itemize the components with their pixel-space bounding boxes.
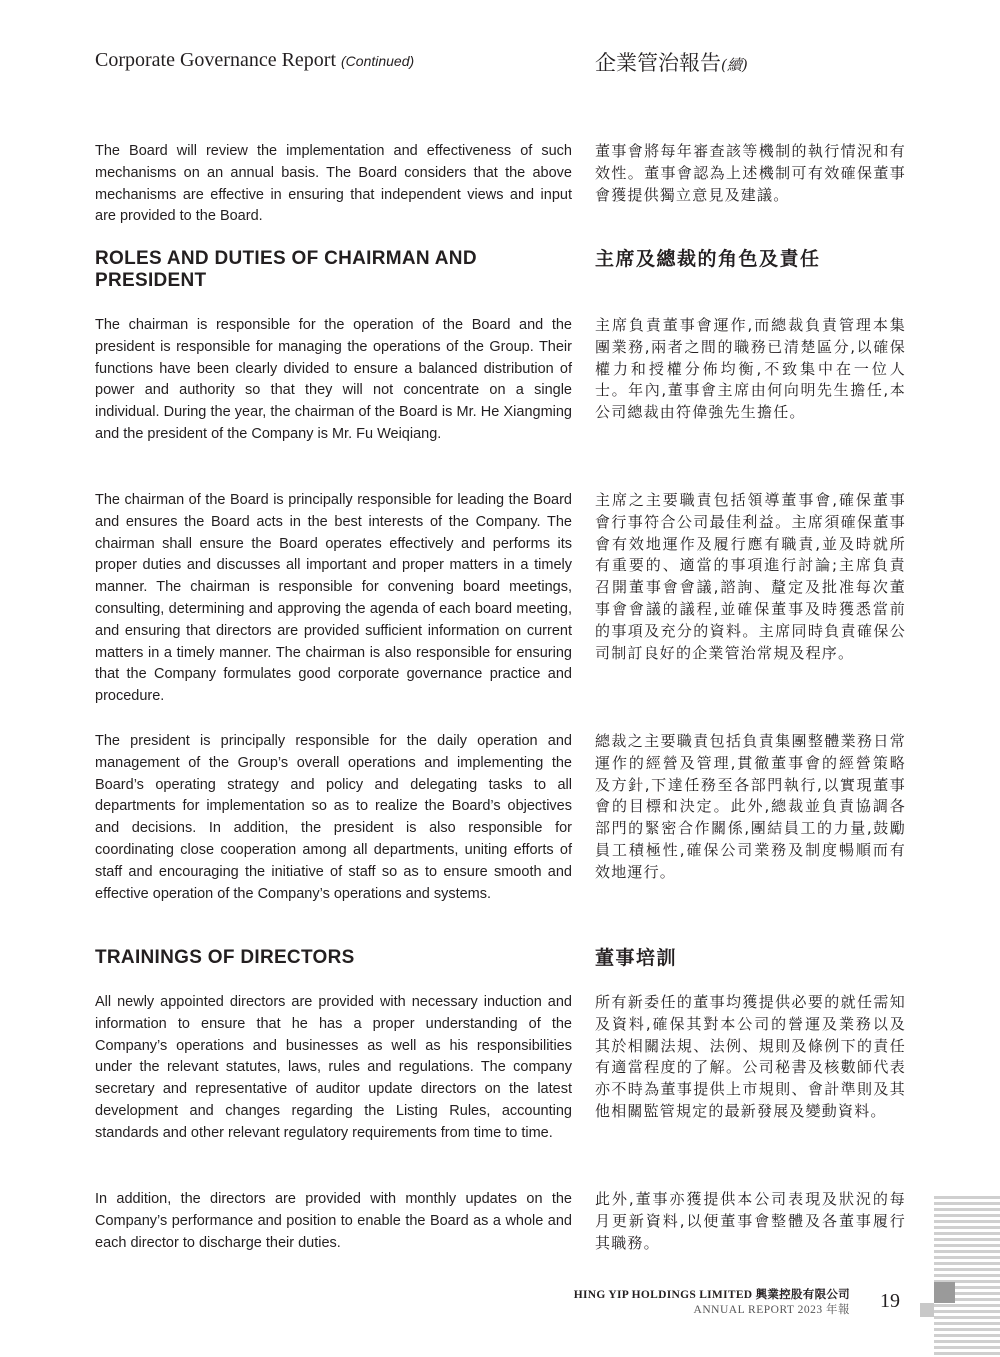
trainings-paragraph-2-zh: 此外,董事亦獲提供本公司表現及狀況的每月更新資料,以便董事會整體及各董事履行其職務。	[595, 1190, 906, 1252]
footer-company-name: HING YIP HOLDINGS LIMITED 興業控股有限公司	[573, 1289, 850, 1301]
running-header-zh	[595, 47, 748, 77]
header-continued-en: (Continued)	[341, 53, 415, 69]
roles-heading-en: ROLES AND DUTIES OF CHAIRMAN AND PRESIDENT	[95, 248, 477, 291]
page-number: 19	[880, 1290, 900, 1312]
footer-annual-report: ANNUAL REPORT 2023 年報	[693, 1304, 850, 1316]
roles-paragraph-1-en: The chairman is responsible for the operation of the Board and the president is responsible for managing the operations of the Group. Their functions have been clearly divided to ensure a balanced distribution of power and authority so that they will not concentrate on a single individual. During the year, the chairman of the Board is Mr. He Xiangming and the president of the Company is Mr. Fu Weiqiang.	[95, 317, 572, 442]
trainings-heading-zh: 董事培訓	[595, 947, 678, 969]
intro-paragraph-en: The Board will review the implementation and effectiveness of such mechanisms on an annual basis. The Board considers that the above mechanisms are effective in ensuring that independent views and input are provided to the Board.	[95, 143, 572, 225]
header-title-en: Corporate Governance Report	[95, 49, 337, 71]
header-title-zh: 企業管治報告	[595, 51, 721, 75]
trainings-paragraph-1-en: All newly appointed directors are provided with necessary induction and information to ensure that he has a proper understanding of the Company’s operations and businesses as well as his responsibilities under the relevant statutes, laws, rules and regulations. The company secretary and representative of auditor update directors on the latest development and changes regarding the Listing Rules, accounting standards and other relevant regulatory requirements from time to time.	[95, 994, 572, 1141]
trainings-heading-en: TRAININGS OF DIRECTORS	[95, 947, 355, 968]
roles-paragraph-2-zh: 主席之主要職責包括領導董事會,確保董事會行事符合公司最佳利益。主席須確保董事會有效地運作及履行應有職責,並及時就所有重要的、適當的事項進行討論;主席負責召開董事會會議,諮詢、釐定及批准每次董事會會議的議程,並確保董事及時獲悉當前的事項及充分的資料。主席同時負責確保公司制訂良好的企業管治常規及程序。	[595, 491, 906, 662]
roles-heading-zh: 主席及總裁的角色及責任	[595, 248, 821, 270]
intro-paragraph-zh: 董事會將每年審查該等機制的執行情況和有效性。董事會認為上述機制可有效確保董事會獲提供獨立意見及建議。	[595, 142, 906, 204]
trainings-paragraph-1-zh: 所有新委任的董事均獲提供必要的就任需知及資料,確保其對本公司的營運及業務以及其於相關法規、法例、規則及條例下的責任有適當程度的了解。公司秘書及核數師代表亦不時為董事提供上市規則、會計準則及其他相關監管規定的最新發展及變動資料。	[595, 993, 906, 1120]
roles-paragraph-2-en: The chairman of the Board is principally responsible for leading the Board and ensures the Board acts in the best interests of the Company. The chairman shall ensure the Board operates effectively and performs its proper duties and discusses all important and proper matters in a timely manner. The chairman is responsible for convening board meetings, consulting, determining and approving the agenda of each board meeting, and ensuring that directors are provided sufficient information on current matters in a timely manner. The chairman is also responsible for ensuring that the Company formulates good corporate governance practice and procedure.	[95, 492, 572, 705]
roles-paragraph-3-zh: 總裁之主要職責包括負責集團整體業務日常運作的經營及管理,貫徹董事會的經營策略及方針,下達任務至各部門執行,以實現董事會的目標和決定。此外,總裁並負責協調各部門的緊密合作關係,團結員工的力量,鼓勵員工積極性,確保公司業務及制度暢順而有效地運行。	[595, 732, 906, 881]
running-header-en	[95, 49, 414, 72]
trainings-paragraph-2-en: In addition, the directors are provided with monthly updates on the Company’s performance and position to enable the Board as a whole and each director to discharge their duties.	[95, 1191, 572, 1251]
decorative-square-small	[920, 1303, 934, 1317]
decorative-stripes	[934, 1196, 1000, 1357]
roles-paragraph-1-zh: 主席負責董事會運作,而總裁負責管理本集團業務,兩者之間的職務已清楚區分,以確保權力和授權分佈均衡,不致集中在一位人士。年內,董事會主席由何向明先生擔任,本公司總裁由符偉強先生擔任。	[595, 316, 906, 422]
roles-paragraph-3-en: The president is principally responsible for the daily operation and management of the Group’s overall operations and implementing the Board’s operating strategy and policy and delegating tasks to all departments for implementation so as to realize the Board’s objectives and decisions. In addition, the president is also responsible for coordinating close cooperation among all departments, uniting efforts of staff and encouraging the initiative of staff so as to ensure smooth and effective operation of the Company’s operations and systems.	[95, 733, 572, 902]
decorative-square	[934, 1282, 955, 1303]
header-continued-zh: (續)	[721, 56, 748, 74]
